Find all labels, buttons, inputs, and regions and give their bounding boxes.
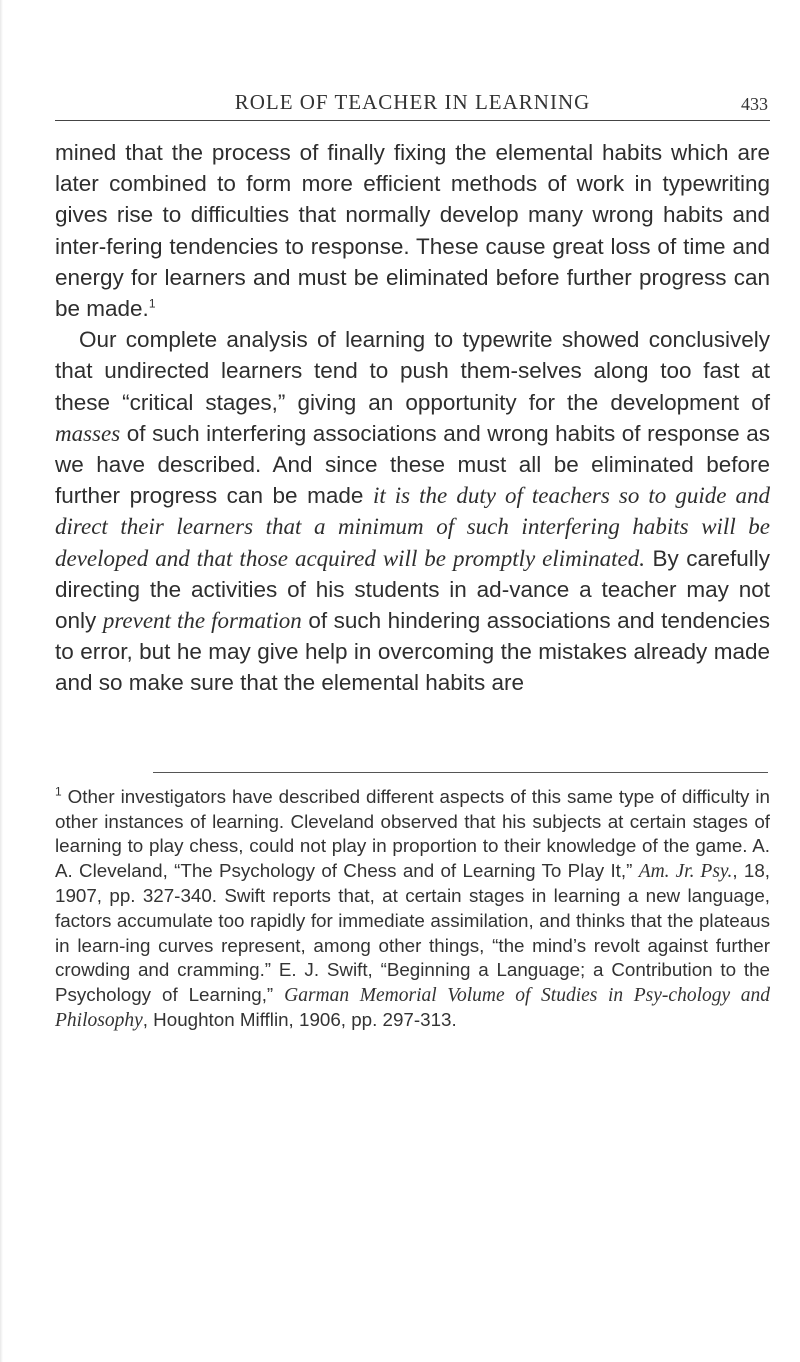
body-text xyxy=(55,137,770,699)
footnote-reference: 1 xyxy=(148,296,156,311)
paragraph-1 xyxy=(55,137,770,324)
footnote-divider xyxy=(153,772,768,773)
footnote-journal-title: Am. Jr. Psy. xyxy=(638,860,733,882)
italic-duty-of-teachers: it is the duty of teachers so to guide and direct their learners that a minimum of such interfering habits will be developed and that those acquired will be promptly eliminated. xyxy=(55,483,770,571)
italic-masses: masses xyxy=(55,420,121,446)
footnote xyxy=(55,785,770,1034)
running-head: ROLE OF TEACHER IN LEARNING xyxy=(234,90,591,114)
paragraph-2 xyxy=(55,324,770,698)
paragraph-2-text-a: Our complete analysis of learning to typewrite showed conclusively that undirected learners tend to push them-selves along too fast at these “critical stages,” giving an opportunity for the development of xyxy=(55,327,770,415)
scan-edge xyxy=(0,0,3,1362)
paragraph-1-text: mined that the process of finally fixing the elemental habits which are later combined to form more efficient methods of work in typewriting gives rise to difficulties that normally develop many wrong habits and inter-fering tendencies to response. These cause great loss of time and energy for learners and must be eliminated before further progress can be made. xyxy=(55,140,770,322)
paragraph-2-text-b: of such interfering associations and wrong habits of response as we have described. And since these must all be eliminated before further progress can be made xyxy=(55,420,770,509)
page-header xyxy=(55,90,770,121)
footnote-volume-title: Garman Memorial Volume of Studies in Psy-chology and Philosophy xyxy=(55,984,770,1032)
footnote-text-a: Other investigators have described different aspects of this same type of difficulty in other instances of learning. Cleveland observed that his subjects at certain stages of learning to play chess, could not play in proportion to their knowledge of the game. A. A. Cleveland, “The Psychology of Chess and of Learning To Play It,” xyxy=(55,786,770,881)
paragraph-2-text-d: of such hindering associations and tendencies to error, but he may give help in overcoming the mistakes already made and so make sure that the elemental habits are xyxy=(55,608,771,696)
book-page xyxy=(55,0,770,1362)
footnote-text-b: , 18, 1907, pp. 327-340. Swift reports that, at certain stages in learning a new language, factors accumulate too rapidly for immediate assimilation, and thinks that the plateaus in learn-ing curves represent, among other things, “the mind’s revolt against further crowding and cramming.” E. J. Swift, “Beginning a Language; a Contribution to the Psychology of Learning,” xyxy=(55,859,771,1005)
paragraph-2-text-c: By carefully directing the activities of his students in ad-vance a teacher may not only xyxy=(55,545,770,634)
page-number: 433 xyxy=(741,94,768,114)
footnote-text-c: , Houghton Mifflin, 1906, pp. 297-313. xyxy=(142,1009,457,1031)
italic-prevent-formation: prevent the formation xyxy=(102,608,302,634)
footnote-mark: 1 xyxy=(55,784,62,799)
